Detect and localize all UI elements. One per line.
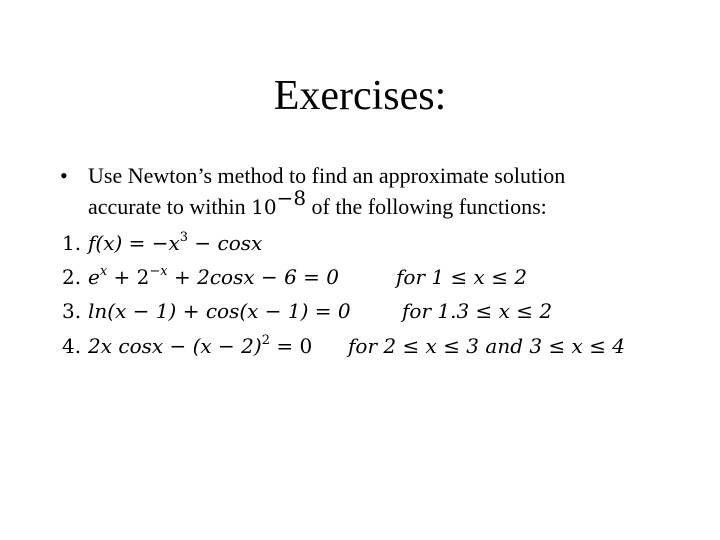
tolerance-exponent: −8 [276, 186, 307, 210]
bullet-icon: • [60, 163, 68, 188]
item-number: 1. [62, 231, 82, 255]
exercise-item-2 [62, 263, 528, 291]
item-expression-post: = 0 [269, 334, 313, 358]
item-expression-sup1: x [99, 264, 108, 279]
slide-title: Exercises: [273, 73, 447, 119]
item-expression-sup2: −x [149, 264, 168, 279]
tolerance-base: 10 [251, 195, 277, 219]
bullet-text-1: Use Newton’s method to find an approximate solution [88, 163, 566, 188]
bullet-line-1 [60, 162, 565, 190]
item-number: 3. [62, 299, 82, 323]
item-expression-pre: 2x cosx − (x − 2) [88, 334, 262, 358]
item-expression-post: − cosx [188, 231, 263, 255]
item-expression-post: + 2cosx − 6 = 0 [167, 265, 340, 289]
item-expression-e: e [88, 265, 100, 289]
item-number: 2. [62, 265, 82, 289]
exercise-item-3 [62, 297, 553, 325]
exercise-item-1 [62, 229, 262, 257]
bullet-line-2 [88, 186, 547, 221]
item-expression-sup: 2 [261, 333, 270, 348]
item-condition: for 1 ≤ x ≤ 2 [396, 265, 528, 289]
bullet-text-2-pre: accurate to within [88, 194, 252, 219]
bullet-text-2-post: of the following functions: [306, 194, 547, 219]
exercise-item-4 [62, 332, 626, 360]
item-condition: for 1.3 ≤ x ≤ 2 [402, 299, 553, 323]
item-expression: ln(x − 1) + cos(x − 1) = 0 [88, 299, 351, 323]
item-condition: for 2 ≤ x ≤ 3 and 3 ≤ x ≤ 4 [348, 334, 626, 358]
item-expression-pre: f(x) = −x [88, 231, 180, 255]
item-expression-sup: 3 [179, 230, 189, 245]
item-expression-mid: + 2 [107, 265, 150, 289]
item-number: 4. [62, 334, 82, 358]
